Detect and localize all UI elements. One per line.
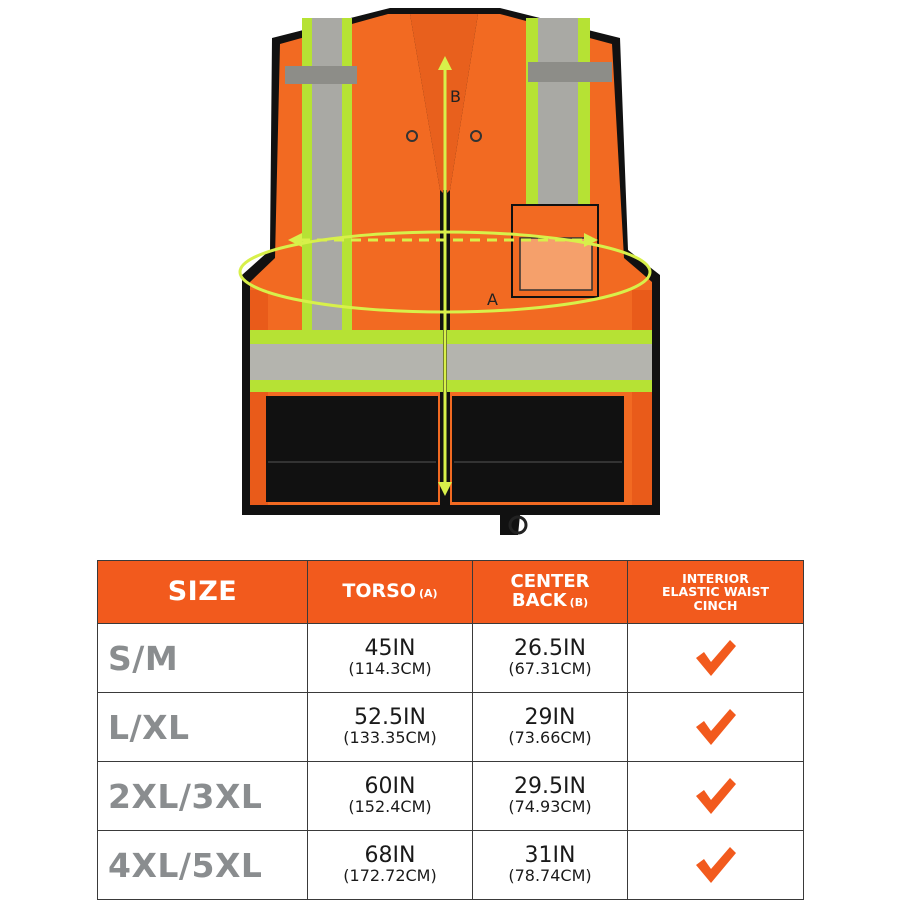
header-center-line2-wrap xyxy=(473,592,627,611)
center-back-cell xyxy=(473,831,628,900)
torso-cm: (152.4CM) xyxy=(348,797,432,817)
back-inches: 29IN xyxy=(524,705,576,731)
back-inches: 29.5IN xyxy=(514,774,586,800)
back-inches: 31IN xyxy=(524,843,576,869)
checkmark-icon xyxy=(694,638,738,678)
cinch-cell xyxy=(628,624,804,693)
cinch-cell xyxy=(628,831,804,900)
cinch-cell xyxy=(628,693,804,762)
torso-inches: 60IN xyxy=(364,774,416,800)
header-cinch-line3: CINCH xyxy=(693,597,738,613)
torso-cell xyxy=(308,693,473,762)
back-inches: 26.5IN xyxy=(514,636,586,662)
torso-inches: 52.5IN xyxy=(354,705,426,731)
size-cell: L/XL xyxy=(98,693,308,762)
header-center-back xyxy=(473,561,628,624)
table-row xyxy=(98,831,804,900)
checkmark-icon xyxy=(694,707,738,747)
label-b: B xyxy=(450,87,461,106)
torso-cell xyxy=(308,762,473,831)
right-vertical-reflective xyxy=(538,18,578,208)
header-center-line1: CENTER xyxy=(510,571,590,593)
back-cm: (67.31CM) xyxy=(508,659,592,679)
torso-cm: (172.72CM) xyxy=(343,866,437,886)
label-a: A xyxy=(487,290,498,309)
vest-bottom-left xyxy=(266,396,438,502)
back-cm: (78.74CM) xyxy=(508,866,592,886)
vest-right-mesh xyxy=(632,290,652,505)
header-size xyxy=(98,561,308,624)
size-cell: 4XL/5XL xyxy=(98,831,308,900)
table-header-row xyxy=(98,561,804,624)
center-back-cell xyxy=(473,693,628,762)
size-chart-table xyxy=(97,560,804,900)
size-cell: 2XL/3XL xyxy=(98,762,308,831)
cinch-cell xyxy=(628,762,804,831)
header-torso xyxy=(308,561,473,624)
torso-cell xyxy=(308,831,473,900)
vest-left-mesh xyxy=(250,290,268,505)
table-row xyxy=(98,693,804,762)
center-back-cell xyxy=(473,624,628,693)
header-size-label: SIZE xyxy=(167,575,238,607)
id-badge-window xyxy=(520,238,592,290)
torso-cell xyxy=(308,624,473,693)
right-shoulder-patch xyxy=(528,62,612,82)
header-torso-sub: (A) xyxy=(419,587,438,601)
checkmark-icon xyxy=(694,845,738,885)
left-vertical-reflective xyxy=(312,18,342,336)
center-back-cell xyxy=(473,762,628,831)
torso-cm: (114.3CM) xyxy=(348,659,432,679)
header-center-sub: (B) xyxy=(569,596,589,609)
checkmark-icon xyxy=(694,776,738,816)
vest-bottom-right xyxy=(452,396,624,502)
header-torso-label: TORSO xyxy=(342,580,416,603)
header-center-line2: BACK xyxy=(511,590,567,611)
left-shoulder-patch xyxy=(285,66,357,84)
header-cinch xyxy=(628,561,804,624)
back-cm: (74.93CM) xyxy=(508,797,592,817)
torso-cm: (133.35CM) xyxy=(343,728,437,748)
size-cell: S/M xyxy=(98,624,308,693)
torso-inches: 45IN xyxy=(364,636,416,662)
table-row xyxy=(98,762,804,831)
back-cm: (73.66CM) xyxy=(508,728,592,748)
torso-inches: 68IN xyxy=(364,843,416,869)
header-cinch-line1: INTERIOR xyxy=(682,571,749,587)
table-row xyxy=(98,624,804,693)
horizontal-reflective-band xyxy=(250,344,652,380)
header-cinch-line2: ELASTIC WAIST xyxy=(662,584,769,600)
